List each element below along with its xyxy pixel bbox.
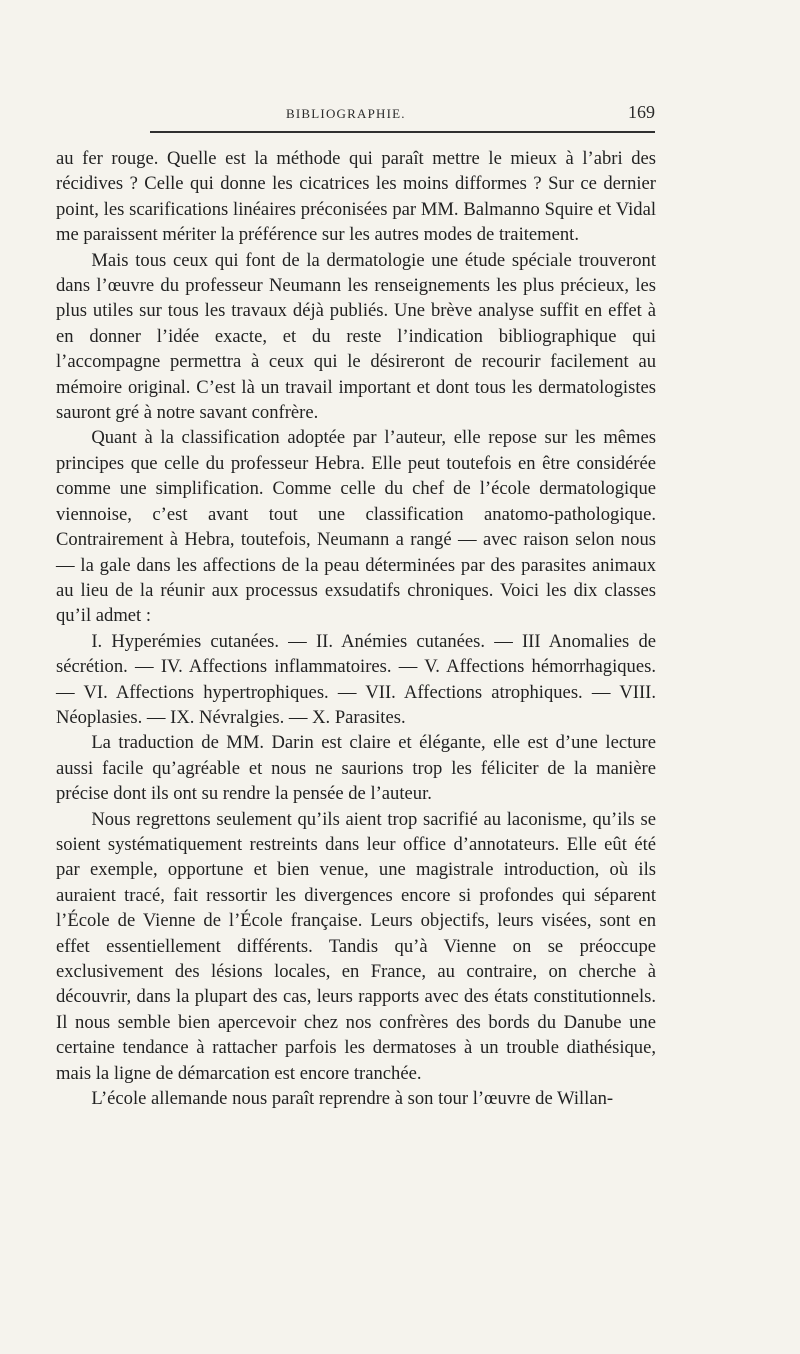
body-text xyxy=(56,146,656,1111)
paragraph-neumann-work: Mais tous ceux qui font de la dermatologie une étude spéciale trouveront dans l’œuvre du professeur Neumann les renseignements les plus précieux, les plus utiles sur tous les travaux déjà publiés. Une brève analyse suffit en effet à en donner l’idée exacte, et du reste l’indication bibliographique qui l’accompagne permettra à ceux qui le désireront de recourir facilement au mémoire original. C’est là un travail important et dont tous les dermatologistes sauront gré à notre savant confrère. xyxy=(56,249,656,424)
paragraph-classification: Quant à la classification adoptée par l’auteur, elle repose sur les mêmes principes que celle du professeur Hebra. Elle peut toutefois en être considérée comme une simplification. Comme celle du chef de l’école dermatologique viennoise, c’est avant tout une classification anatomo-pathologique. Contrairement à Hebra, toutefois, Neumann a rangé — avec raison selon nous — la gale dans les affections de la peau déterminées par des parasites animaux au lieu de la réunir aux processus exsudatifs chroniques. Voici les dix classes qu’il admet : xyxy=(56,427,656,627)
paragraph-german-school: L’école allemande nous paraît reprendre à son tour l’œuvre de Willan- xyxy=(91,1088,614,1110)
paragraph-ten-classes: I. Hyperémies cutanées. — II. Anémies cutanées. — III Anomalies de sécrétion. — IV. Affections inflammatoires. — V. Affections hémorrhagiques. — VI. Affections hypertrophiques. — VII. Affections atrophiques. — VIII. Néoplasies. — IX. Névralgies. — X. Parasites. xyxy=(56,630,656,728)
paragraph-translation: La traduction de MM. Darin est claire et élégante, elle est d’une lecture aussi facile qu’agréable et nous ne saurions trop les féliciter de la manière précise dont ils ont su rendre la pensée de l’auteur. xyxy=(56,732,656,805)
paragraph-regrets: Nous regrettons seulement qu’ils aient trop sacrifié au laconisme, qu’ils se soient systématiquement restreints dans leur office d’annotateurs. Elle eût été par exemple, opportune et bien venue, une magistrale introduction, où ils auraient tracé, fait ressortir les divergences encore si profondes qui séparent l’École de Vienne de l’École française. Leurs objectifs, leurs visées, sont en effet essentiellement différents. Tandis qu’à Vienne on se préoccupe exclusivement des lésions locales, en France, au contraire, on cherche à découvrir, dans la plupart des cas, leurs rapports avec des états constitutionnels. Il nous semble bien apercevoir chez nos confrères des bords du Danube une certaine tendance à rattacher parfois les dermatoses à un trouble diathésique, mais la ligne de démarcation est encore tranchée. xyxy=(56,808,656,1084)
paragraph-continuation: au fer rouge. Quelle est la méthode qui paraît mettre le mieux à l’abri des récidives ? Celle qui donne les cicatrices les moins difformes ? Sur ce dernier point, les scarifications linéaires préconisées par MM. Balmanno Squire et Vidal me paraissent mériter la préférence sur les autres modes de traitement. xyxy=(56,148,656,246)
page-header xyxy=(150,102,655,126)
page-number: 169 xyxy=(628,102,655,122)
header-rule xyxy=(150,131,655,133)
running-head: BIBLIOGRAPHIE. xyxy=(286,106,406,121)
